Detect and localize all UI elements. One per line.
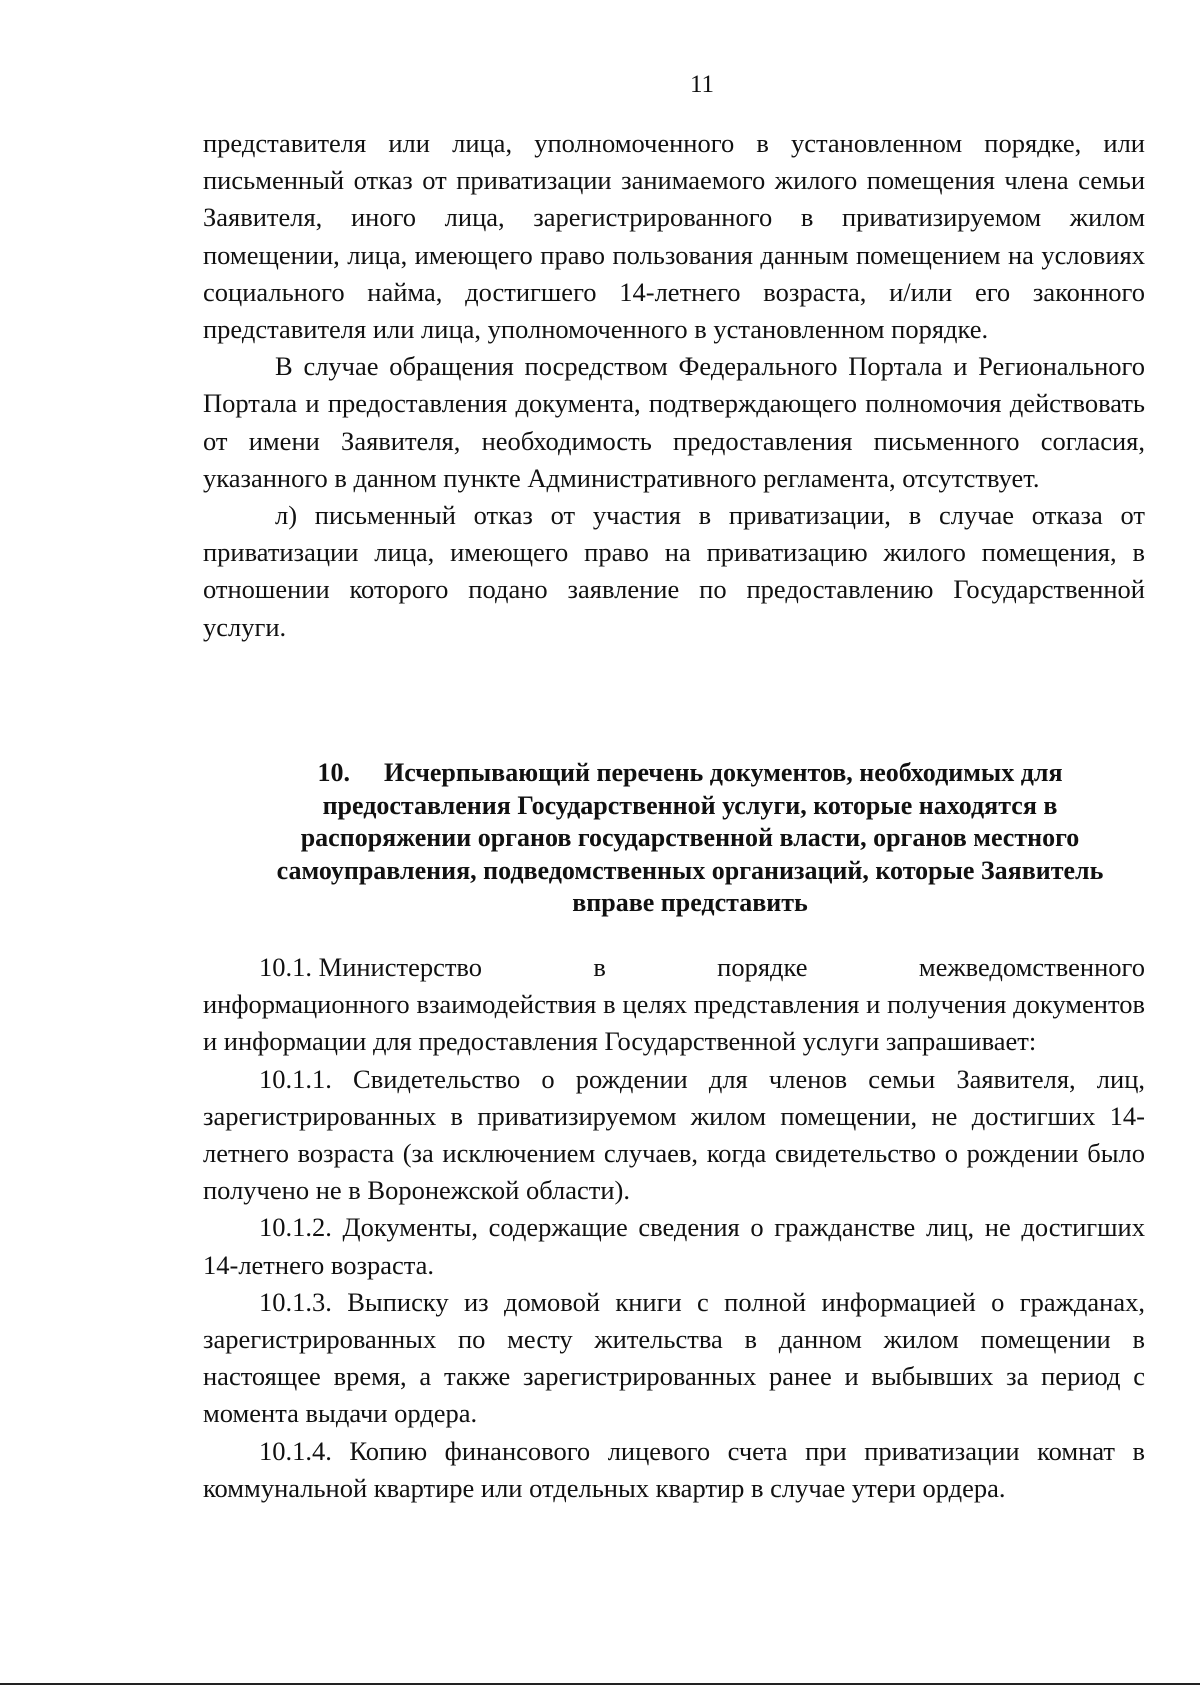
clause-10-1-word: 10.1. Министерство	[259, 952, 483, 982]
paragraph-continuation: представителя или лица, уполномоченного в установленном порядке, или письменный отказ от приватизации занимаемого жилого помещения члена семьи Заявителя, иного лица, зарегистрированного в приватизируемом жилом помещении, лица, имеющего право пользования данным помещением на условиях социального найма, достигшего 14-летнего возраста, и/или его законного представителя или лица, уполномоченного в установленном порядке.	[203, 128, 1145, 345]
clause-10-1-rest: информационного взаимодействия в целях представления и получения документов и информации для предоставления Государственной услуги запрашивает:	[203, 989, 1145, 1057]
subclause-10-1-3: 10.1.3. Выписку из домовой книги с полной информацией о гражданах, зарегистрированных по месту жительства в данном жилом помещении в настоящее время, а также зарегистрированных ранее и выбывших за период с момента выдачи ордера.	[203, 1286, 1145, 1429]
paragraph-item-l: л) письменный отказ от участия в приватизации, в случае отказа от приватизации лица, имеющего право на приватизацию жилого помещения, в отношении которого подано заявление по предоставлению Государственной услуги.	[203, 500, 1145, 642]
clause-10-1-word: в	[593, 952, 606, 982]
page-number: 11	[689, 71, 715, 98]
clause-10-1-first-line	[203, 949, 1145, 986]
bottom-rule	[0, 1683, 1200, 1685]
top-text-block	[203, 125, 1145, 646]
clause-10-1-word: межведомственного	[918, 952, 1145, 982]
clause-10-1-word: порядке	[717, 952, 808, 982]
section-heading	[250, 757, 1130, 920]
subclause-10-1-2: 10.1.2. Документы, содержащие сведения о гражданстве лиц, не достигших 14-летнего возраста.	[203, 1212, 1145, 1280]
clause-text-block	[203, 949, 1145, 1507]
subclause-10-1-1: 10.1.1. Свидетельство о рождении для членов семьи Заявителя, лиц, зарегистрированных в приватизируемом жилом помещении, не достигших 14-летнего возраста (за исключением случаев, когда свидетельство о рождении было получено не в Воронежской области).	[203, 1063, 1145, 1206]
subclause-10-1-4: 10.1.4. Копию финансового лицевого счета при приватизации комнат в коммунальной квартире или отдельных квартир в случае утери ордера.	[203, 1435, 1145, 1503]
section-title: Исчерпывающий перечень документов, необходимых для предоставления Государственной услуги, которые находятся в распоряжении органов государственной власти, органов местного самоуправления, подведомственных организаций, которые Заявитель вправе представить	[276, 758, 1104, 917]
section-number: 10.	[317, 758, 350, 787]
paragraph-portal-case: В случае обращения посредством Федерального Портала и Регионального Портала и предоставления документа, подтверждающего полномочия действовать от имени Заявителя, необходимость предоставления письменного согласия, указанного в данном пункте Административного регламента, отсутствует.	[203, 351, 1145, 493]
